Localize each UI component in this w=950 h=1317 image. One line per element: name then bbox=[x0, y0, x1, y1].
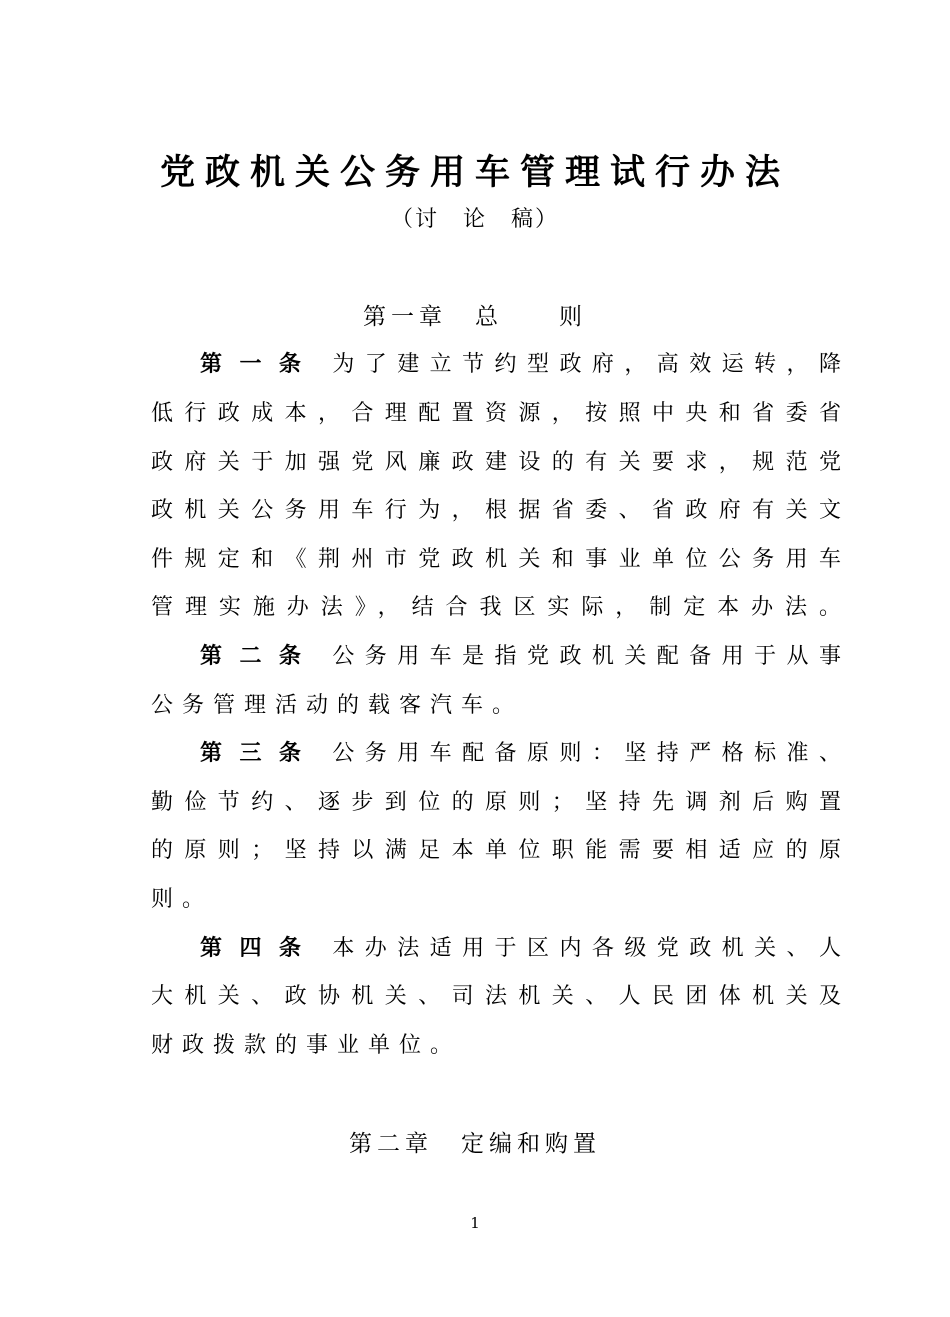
page-number: 1 bbox=[470, 1214, 480, 1232]
article-label: 第一条 bbox=[200, 352, 319, 377]
article-line: 公务管理活动的载客汽车。 bbox=[151, 693, 524, 718]
article-text: 本办法适用于区内各级党政机关、人 bbox=[332, 936, 841, 961]
article-line bbox=[200, 640, 841, 674]
article-line bbox=[200, 737, 841, 771]
document-title: 党政机关公务用车管理试行办法 bbox=[159, 153, 790, 193]
article-text: 公务用车配备原则：坚持严格标准、 bbox=[332, 741, 841, 766]
chapter-heading: 第一章 总 则 bbox=[363, 304, 587, 330]
article-line: 件规定和《荆州市党政机关和事业单位公务用车 bbox=[151, 547, 841, 572]
article-line bbox=[200, 932, 841, 966]
article-line: 勤俭节约、逐步到位的原则；坚持先调剂后购置 bbox=[151, 790, 841, 815]
article-line: 政府关于加强党风廉政建设的有关要求，规范党 bbox=[151, 450, 841, 475]
article-line: 管理实施办法》，结合我区实际，制定本办法。 bbox=[151, 595, 841, 620]
article-line: 财政拨款的事业单位。 bbox=[151, 1033, 462, 1058]
article-line: 大机关、政协机关、司法机关、人民团体机关及 bbox=[151, 984, 841, 1009]
chapter-heading: 第二章 定编和购置 bbox=[349, 1131, 601, 1157]
article-line: 政机关公务用车行为，根据省委、省政府有关文 bbox=[151, 498, 841, 523]
article-line bbox=[200, 348, 841, 382]
article-label: 第三条 bbox=[200, 741, 319, 766]
article-line: 则。 bbox=[151, 887, 214, 912]
document-subtitle: （讨 论 稿） bbox=[390, 207, 559, 232]
article-text: 公务用车是指党政机关配备用于从事 bbox=[332, 644, 841, 669]
article-line: 低行政成本，合理配置资源，按照中央和省委省 bbox=[151, 401, 841, 426]
article-label: 第四条 bbox=[200, 936, 319, 961]
article-line: 的原则；坚持以满足本单位职能需要相适应的原 bbox=[151, 838, 841, 863]
article-text: 为了建立节约型政府，高效运转，降 bbox=[332, 352, 841, 377]
article-label: 第二条 bbox=[200, 644, 319, 669]
